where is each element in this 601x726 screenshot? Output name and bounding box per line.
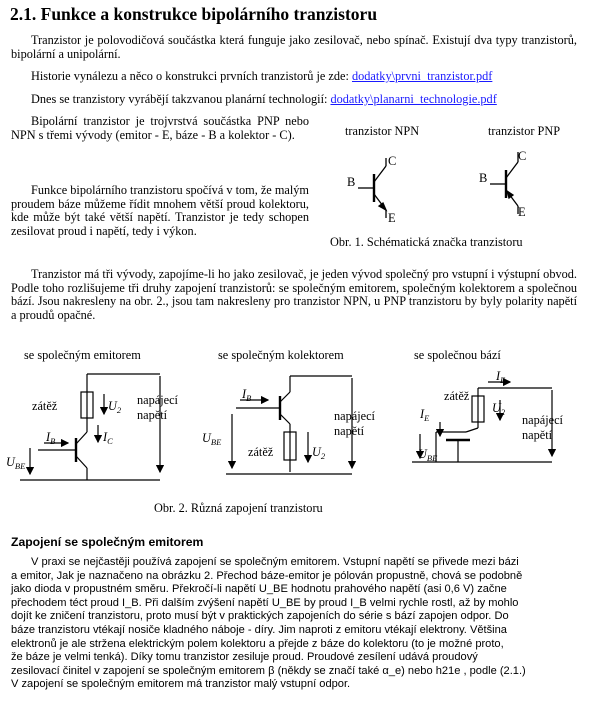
cc-label: se společným kolektorem <box>218 348 344 362</box>
section-line-7: elektronů je ale stržena elektrickým polem kolektoru a přejde z báze do kolektoru (to je možné proto, <box>11 637 504 650</box>
circuit-diagrams <box>0 362 601 492</box>
npn-b-label: B <box>347 175 356 189</box>
planar-text: Dnes se tranzistory vyrábějí takzvanou planární technologií: <box>31 92 331 106</box>
bipolar-paragraph: Bipolární tranzistor je trojvrstvá součástka PNP nebo NPN s třemi vývody (emitor - E, báze - B a kolektor - C). <box>11 114 309 142</box>
section-line-9: zesilovací činitel v zapojení se společným emitorem β (někdy se značí také α_e) nebo h21e , podle (2.1.) <box>11 664 526 677</box>
ce-ube-label: $U_{BE}$ <box>6 455 26 471</box>
cb-ube-label: $U_{BE}$ <box>418 447 438 463</box>
ce-ic-label: $I_C$ <box>103 430 113 446</box>
section-line-8: že báze je velmi tenká). Díky tomu tranzistor zesiluje proud. Proudové zesílení udává proudový <box>11 651 478 664</box>
section-line-4: přechodem téct proud I_B. Při dalším zvýšení napětí U_BE by proud I_B velmi rychle rostl, až by mohlo <box>11 596 519 609</box>
pnp-symbol <box>490 152 518 214</box>
cc-supply-label-2: napětí <box>334 424 365 438</box>
pnp-e-label: E <box>518 205 526 219</box>
cb-ie-top-label: $I_E$ <box>496 369 506 385</box>
cb-label: se společnou bází <box>414 348 501 362</box>
section-line-10: V zapojení se společným emitorem má tranzistor malý vstupní odpor. <box>11 678 351 691</box>
history-line <box>31 70 591 84</box>
fig2-caption: Obr. 2. Různá zapojení tranzistoru <box>154 501 323 515</box>
npn-symbol <box>358 158 386 218</box>
cb-supply-label-1: napájecí <box>522 413 563 427</box>
cc-u2-label: $U_2$ <box>312 445 326 461</box>
ce-label: se společným emitorem <box>24 348 141 362</box>
pnp-b-label: B <box>479 171 488 185</box>
section-heading: Zapojení se společným emitorem <box>11 535 204 549</box>
cc-ib-label: $I_B$ <box>242 387 252 403</box>
cc-ube-label: $U_{BE}$ <box>202 431 222 447</box>
pnp-label: tranzistor PNP <box>488 124 561 138</box>
npn-c-label: C <box>388 154 397 168</box>
ce-ib-label: $I_B$ <box>46 430 56 446</box>
section-line-6: báze tranzistoru vtékají nosiče kladného náboje - díry. Jim naproti z emitoru vtékají elektrony. Většina <box>11 623 507 636</box>
ce-u2-label: $U_2$ <box>108 399 122 415</box>
ce-circuit <box>20 374 160 480</box>
cb-u2-label: $U_2$ <box>492 401 506 417</box>
planar-line <box>31 93 591 107</box>
section-body <box>11 556 589 692</box>
function-paragraph: Funkce bipolárního tranzistoru spočívá v tom, že malým proudem báze můžeme řídit mnohem větší proud kolektoru, kde může být také větší napětí. Tranzistor je tedy schopen zesilovat proud i napětí, tedy i výkon. <box>11 183 309 238</box>
cc-supply-label-1: napájecí <box>334 409 375 423</box>
cb-ie-label: $I_E$ <box>420 407 430 423</box>
history-link[interactable]: dodatky\prvni_tranzistor.pdf <box>351 69 493 83</box>
section-line-2: a emitor, Jak je naznačeno na obrázku 2. Přechod báze-emitor je pólován propustně, chová se podobně <box>11 569 523 582</box>
cb-load-label: zátěž <box>444 389 470 403</box>
cb-supply-label-2: napětí <box>522 428 553 442</box>
intro-paragraph: Tranzistor je polovodičová součástka která funguje jako zesilovač, nebo spínač. Existují dva typy tranzistorů, bipolární a unipolární. <box>11 33 577 61</box>
npn-e-label: E <box>388 211 396 225</box>
fig1-caption: Obr. 1. Schématická značka tranzistoru <box>330 235 523 249</box>
pnp-c-label: C <box>518 149 527 163</box>
npn-label: tranzistor NPN <box>345 124 420 138</box>
section-line-5: dojít ke zničení tranzistoru, proto musí být v praktických zapojeních do série s bází zapojen odpor. Do <box>11 610 509 623</box>
page-title: 2.1. Funkce a konstrukce bipolárního tranzistoru <box>10 4 378 24</box>
transistor-symbols <box>330 140 590 240</box>
ce-supply-label-1: napájecí <box>137 393 178 407</box>
cc-load-label: zátěž <box>248 445 274 459</box>
ce-load-label: zátěž <box>32 399 58 413</box>
history-text: Historie vynálezu a něco o konstrukci prvních tranzistorů je zde: <box>31 69 352 83</box>
section-line-1: V praxi se nejčastěji používá zapojení se společným emitorem. Vstupní napětí se přivede mezi bázi <box>31 556 519 568</box>
ce-supply-label-2: napětí <box>137 408 168 422</box>
section-line-3: jako dioda v propustném směru. Překročí-li napětí U_BE hodnotu prahového napětí (asi 0,6 V) začne <box>11 583 507 596</box>
connections-paragraph: Tranzistor má tři vývody, zapojíme-li ho jako zesilovač, je jeden vývod společný pro vstupní i výstupní obvod. Podle toho rozlišujeme tři druhy zapojení tranzistorů: se společným emitorem, společným kolektorem a společnou bází. Jsou nakresleny na obr. 2., jsou tam nakresleny pro tranzistor NPN, u PNP tranzistoru by byly polarity napětí a proudů opačné. <box>11 267 577 322</box>
planar-link[interactable]: dodatky\planarni_technologie.pdf <box>330 92 497 106</box>
